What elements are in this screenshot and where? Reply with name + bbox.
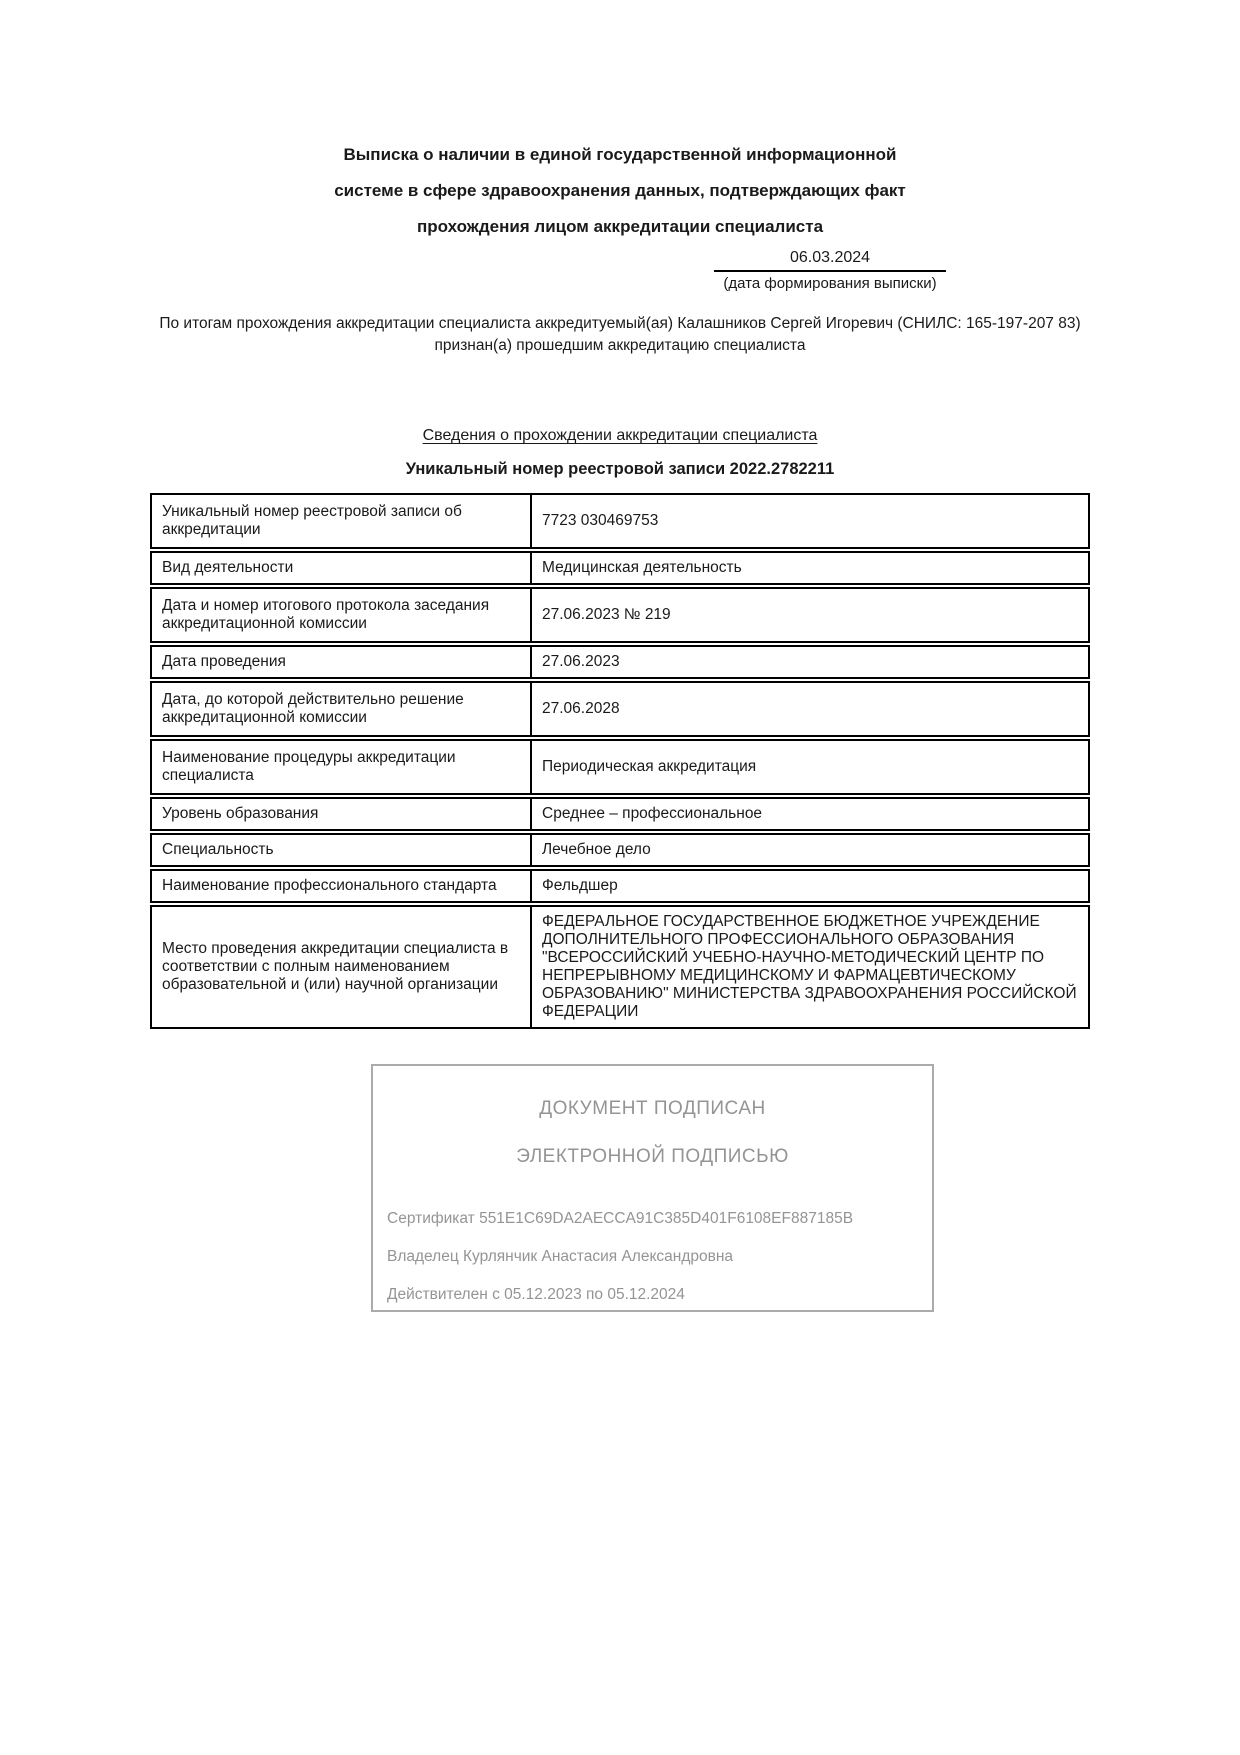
row-value: 27.06.2023 № 219: [532, 587, 1090, 643]
signature-certificate: Сертификат 551E1C69DA2AECCA91C385D401F6108EF887185B: [387, 1210, 854, 1227]
table-row: [150, 905, 1090, 1029]
table-row: [150, 681, 1090, 737]
document-title: [260, 137, 980, 245]
accreditation-details-table: [150, 491, 1090, 1031]
table-row: [150, 587, 1090, 643]
row-value: 7723 030469753: [532, 493, 1090, 549]
row-label: Наименование процедуры аккредитации специалиста: [150, 739, 532, 795]
signature-headline: ЭЛЕКТРОННОЙ ПОДПИСЬЮ: [516, 1146, 789, 1167]
extract-date-block: [714, 249, 946, 292]
row-label: Вид деятельности: [150, 551, 532, 585]
signature-validity: Действителен с 05.12.2023 по 05.12.2024: [387, 1286, 685, 1303]
signature-owner: Владелец Курлянчик Анастасия Александровна: [387, 1248, 734, 1265]
row-value: Медицинская деятельность: [532, 551, 1090, 585]
row-value: Лечебное дело: [532, 833, 1090, 867]
row-label: Наименование профессионального стандарта: [150, 869, 532, 903]
electronic-signature-stamp: [371, 1064, 934, 1312]
table-row: [150, 797, 1090, 831]
row-value: Фельдшер: [532, 869, 1090, 903]
table-row: [150, 493, 1090, 549]
row-value: ФЕДЕРАЛЬНОЕ ГОСУДАРСТВЕННОЕ БЮДЖЕТНОЕ УЧРЕЖДЕНИЕ ДОПОЛНИТЕЛЬНОГО ПРОФЕССИОНАЛЬНОГО ОБРАЗОВАНИЯ "ВСЕРОССИЙСКИЙ УЧЕБНО-НАУЧНО-МЕТОДИЧЕСКИЙ ЦЕНТР ПО НЕПРЕРЫВНОМУ МЕДИЦИНСКОМУ И ФАРМАЦЕВТИЧЕСКОМУ ОБРАЗОВАНИЮ" МИНИСТЕРСТВА ЗДРАВООХРАНЕНИЯ РОССИЙСКОЙ ФЕДЕРАЦИИ: [532, 905, 1090, 1029]
row-label: Уникальный номер реестровой записи об аккредитации: [150, 493, 532, 549]
row-value: Среднее – профессиональное: [532, 797, 1090, 831]
table-row: [150, 551, 1090, 585]
table-row: [150, 645, 1090, 679]
intro-line: признан(а) прошедшим аккредитацию специалиста: [434, 337, 806, 354]
intro-paragraph: [115, 313, 1125, 357]
section-heading: Сведения о прохождении аккредитации специалиста: [422, 427, 818, 444]
document-title-line: системе в сфере здравоохранения данных, подтверждающих факт: [334, 181, 906, 200]
row-value: Периодическая аккредитация: [532, 739, 1090, 795]
table-row: [150, 869, 1090, 903]
row-value: 27.06.2023: [532, 645, 1090, 679]
registry-record-number: Уникальный номер реестровой записи 2022.2782211: [405, 460, 835, 478]
row-label: Уровень образования: [150, 797, 532, 831]
table-row: [150, 739, 1090, 795]
table-row: [150, 833, 1090, 867]
row-label: Дата проведения: [150, 645, 532, 679]
document-title-line: Выписка о наличии в единой государственной информационной: [343, 145, 897, 164]
row-value: 27.06.2028: [532, 681, 1090, 737]
row-label: Дата, до которой действительно решение аккредитационной комиссии: [150, 681, 532, 737]
document-title-line: прохождения лицом аккредитации специалиста: [416, 217, 824, 236]
row-label: Специальность: [150, 833, 532, 867]
intro-line: По итогам прохождения аккредитации специалиста аккредитуемый(ая) Калашников Сергей Игоревич (СНИЛС: 165-197-207 83): [159, 315, 1081, 332]
row-label: Место проведения аккредитации специалиста в соответствии с полным наименованием образовательной и (или) научной организации: [150, 905, 532, 1029]
row-label: Дата и номер итогового протокола заседания аккредитационной комиссии: [150, 587, 532, 643]
extract-date-caption: (дата формирования выписки): [723, 275, 937, 292]
extract-date: 06.03.2024: [714, 249, 946, 272]
signature-headline: ДОКУМЕНТ ПОДПИСАН: [539, 1098, 766, 1119]
